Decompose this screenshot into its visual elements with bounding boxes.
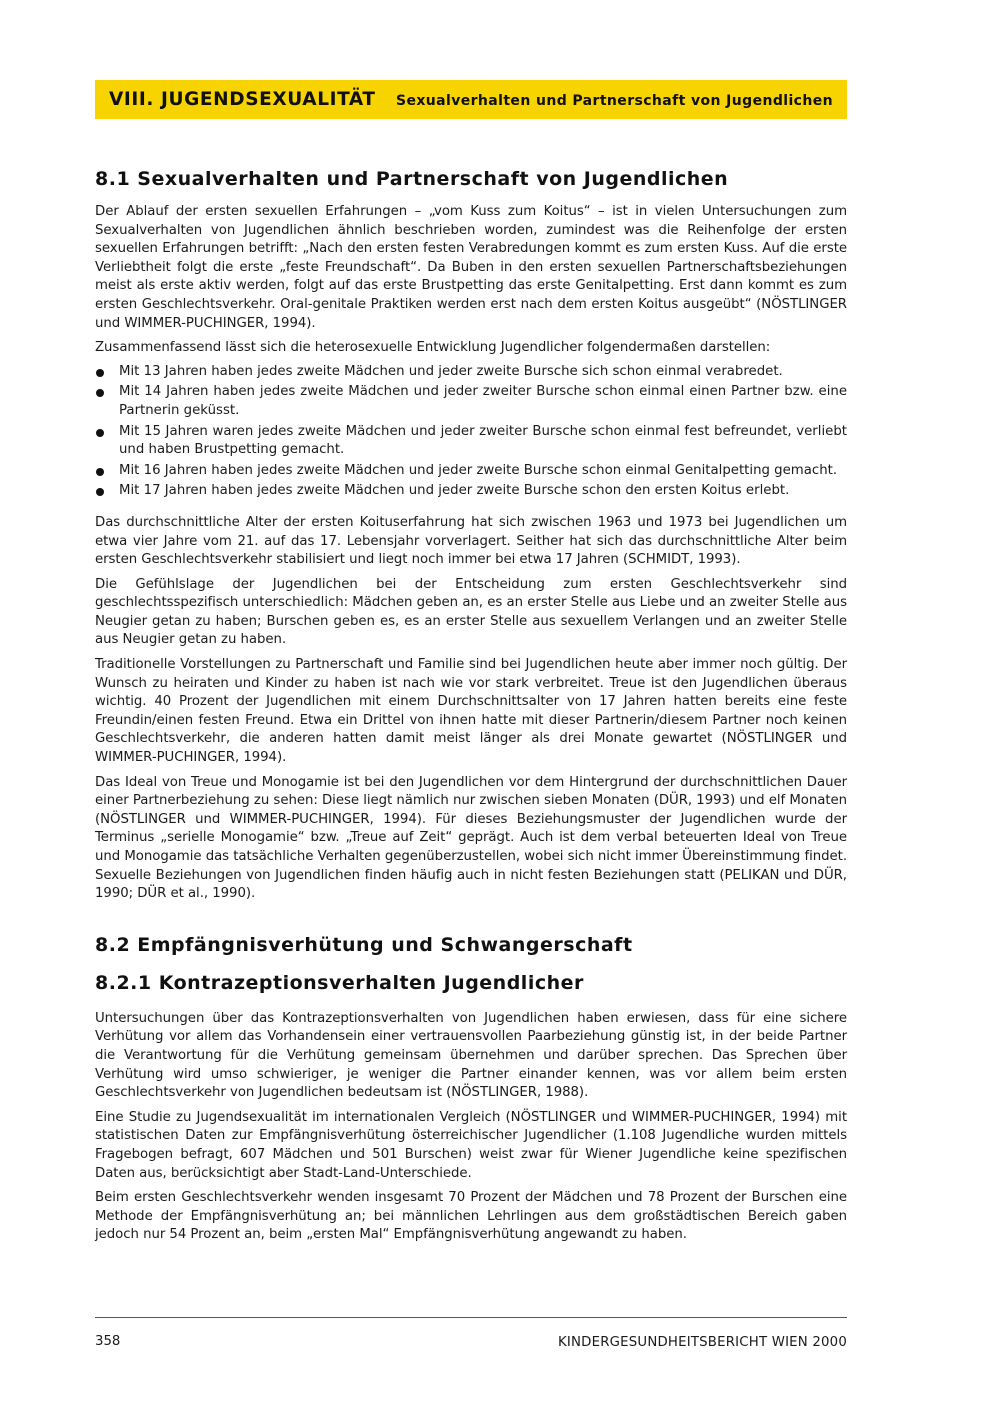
paragraph: Untersuchungen über das Kontrazeptionsverhalten von Jugendlichen haben erwiesen, dass für eine sichere Verhütung vor allem das Vorhandensein einer vertrauensvollen Paarbeziehung günstig ist, in der beide Partner die Verantwortung für die Verhütung gemeinsam übernehmen und darüber sprechen. Das Sprechen über Verhütung wird umso schwieriger, je weniger die Partner einander kennen, was vor allem beim ersten Geschlechtsverkehr von Jugendlichen bedeutsam ist (NÖSTLINGER, 1988).: [95, 1010, 847, 1101]
list-item-text: Mit 13 Jahren haben jedes zweite Mädchen und jeder zweite Bursche sich schon einmal verabredet.: [119, 363, 783, 379]
paragraph: Traditionelle Vorstellungen zu Partnerschaft und Familie sind bei Jugendlichen heute aber immer noch gültig. Der Wunsch zu heiraten und Kinder zu haben ist nach wie vor stark verbreitet. Treue ist den Jugendlichen überaus wichtig. 40 Prozent der Jugendlichen mit einem Durchschnittsalter von 17 Jahren hatten bereits eine feste Freundin/einen festen Freund. Etwa ein Drittel von ihnen hatte mit dieser Partnerin/diesem Partner noch keinen Geschlechtsverkehr, die anderen hatten damit meist länger als drei Monate gewartet (NÖSTLINGER und WIMMER-PUCHINGER, 1994).: [95, 657, 847, 766]
list-item: [95, 462, 847, 481]
list-item-text: Mit 14 Jahren haben jedes zweite Mädchen und jeder zweiter Bursche schon einmal einen Partner bzw. eine Partnerin geküsst.: [119, 384, 847, 418]
main-content: [95, 168, 847, 1251]
development-bullet-list: [95, 363, 847, 501]
chapter-title: VIII. JUGENDSEXUALITÄT: [109, 89, 376, 110]
paragraph: Die Gefühlslage der Jugendlichen bei der Entscheidung zum ersten Geschlechtsverkehr sind geschlechtsspezifisch unterschiedlich: Mädchen geben an, es an erster Stelle aus Liebe und an zweiter Stelle aus Neugier getan zu haben; Burschen geben es, es an erster Stelle aus sexuellem Verlangen und an zweiter Stelle aus Neugier getan zu haben.: [95, 576, 847, 648]
publication-title: KINDERGESUNDHEITSBERICHT WIEN 2000: [557, 1335, 847, 1350]
section-heading-8-1: 8.1 Sexualverhalten und Partnerschaft von Jugendlichen: [95, 168, 729, 190]
chapter-header-bar: [95, 80, 847, 119]
bullet-icon: [96, 429, 104, 437]
list-item-text: Mit 17 Jahren haben jedes zweite Mädchen und jeder zweite Bursche schon den ersten Koitus erlebt.: [119, 483, 790, 499]
running-section-title: Sexualverhalten und Partnerschaft von Jugendlichen: [395, 93, 833, 109]
paragraph: Beim ersten Geschlechtsverkehr wenden insgesamt 70 Prozent der Mädchen und 78 Prozent der Burschen eine Methode der Empfängnisverhütung an; bei männlichen Lehrlingen aus dem großstädtischen Bereich gaben jedoch nur 54 Prozent an, beim „ersten Mal“ Empfängnisverhütung angewandt zu haben.: [95, 1190, 847, 1243]
paragraph: Der Ablauf der ersten sexuellen Erfahrungen – „vom Kuss zum Koitus“ – ist in vielen Untersuchungen zum Sexualverhalten von Jugendlichen ähnlich beschrieben worden, zumindest was die Reihenfolge der ersten sexuellen Erfahrungen betrifft: „Nach den ersten festen Verabredungen kommt es zum ersten Kuss. Auf die erste Verliebtheit folgt die erste „feste Freundschaft“. Da Buben in den ersten sexuellen Partnerschaftsbeziehungen meist als erste aktiv werden, folgt auf das erste Brustpetting das erste Genitalpetting. Erst dann kommt es zum ersten Geschlechtsverkehr. Oral-genitale Praktiken werden erst nach dem ersten Koitus ausgeübt“ (NÖSTLINGER und WIMMER-PUCHINGER, 1994).: [95, 204, 847, 331]
bullet-icon: [96, 389, 104, 397]
bullet-icon: [96, 369, 104, 377]
bullet-icon: [96, 488, 104, 496]
list-item: [95, 482, 847, 501]
list-item: [95, 363, 847, 382]
paragraph: Zusammenfassend lässt sich die heterosexuelle Entwicklung Jugendlicher folgendermaßen darstellen:: [95, 340, 771, 356]
page-number: 358: [95, 1334, 121, 1349]
list-item: [95, 383, 847, 420]
paragraph: Das durchschnittliche Alter der ersten Koituserfahrung hat sich zwischen 1963 und 1973 bei Jugendlichen um etwa vier Jahre vom 21. auf das 17. Lebensjahr vorverlagert. Seither hat sich das durchschnittliche Alter beim ersten Geschlechtsverkehr stabilisiert und liegt noch immer bei etwa 17 Jahren (SCHMIDT, 1993).: [95, 514, 847, 568]
subsection-heading-8-2-1: 8.2.1 Kontrazeptionsverhalten Jugendlicher: [95, 971, 584, 994]
paragraph: Eine Studie zu Jugendsexualität im internationalen Vergleich (NÖSTLINGER und WIMMER-PUCHINGER, 1994) mit statistischen Daten zur Empfängnisverhütung österreichischer Jugendlicher (1.108 Jugendliche wurden mittels Fragebogen befragt, 607 Mädchen und 501 Burschen) weist zwar für Wiener Jugendliche keine spezifischen Daten aus, berücksichtigt aber Stadt-Land-Unterschiede.: [95, 1109, 847, 1181]
list-item-text: Mit 16 Jahren haben jedes zweite Mädchen und jeder zweite Bursche schon einmal Genitalpetting gemacht.: [119, 462, 838, 478]
bullet-icon: [96, 468, 104, 476]
footer-divider: [95, 1317, 847, 1318]
list-item: [95, 423, 847, 460]
section-heading-8-2: 8.2 Empfängnisverhütung und Schwangerschaft: [95, 933, 633, 956]
list-item-text: Mit 15 Jahren waren jedes zweite Mädchen und jeder zweiter Bursche schon einmal fest befreundet, verliebt und haben Brustpetting gemacht.: [119, 423, 847, 458]
paragraph: Das Ideal von Treue und Monogamie ist bei den Jugendlichen vor dem Hintergrund der durchschnittlichen Dauer einer Partnerbeziehung zu sehen: Diese liegt nämlich nur zwischen sieben Monaten (DÜR, 1993) und elf Monaten (NÖSTLINGER und WIMMER-PUCHINGER, 1994). Für dieses Beziehungsmuster der Jugendlichen wurde der Terminus „serielle Monogamie“ bzw. „Treue auf Zeit“ geprägt. Auch ist dem verbal beteuerten Ideal von Treue und Monogamie das tatsächliche Verhalten gegenüberzustellen, wobei sich nicht immer Übereinstimmung findet. Sexuelle Beziehungen von Jugendlichen finden häufig auch in nicht festen Beziehungen statt (PELIKAN und DÜR, 1990; DÜR et al., 1990).: [95, 774, 847, 902]
